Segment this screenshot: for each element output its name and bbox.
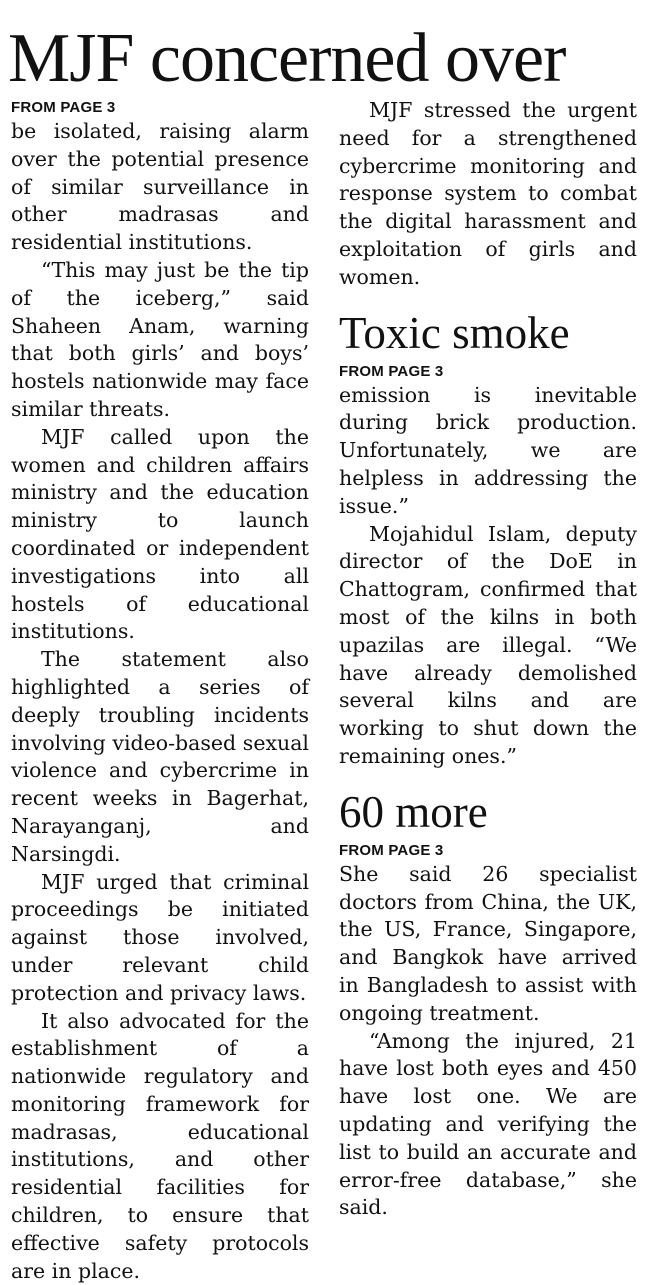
body-paragraph: It also advocated for the establishment of a nationwide regulatory and monitoring framework for madrasas, educational institutions, and other residential facilities for children, to ensure that effective safety protocols are in place. [11, 1008, 309, 1285]
body-paragraph: be isolated, raising alarm over the potential presence of similar surveillance in other madrasas and residential institutions. [11, 118, 309, 257]
body-paragraph: emission is inevitable during brick production. Unfortunately, we are helpless in addressing the issue.” [339, 382, 637, 521]
jump-label: FROM PAGE 3 [11, 97, 309, 118]
right-column [339, 97, 637, 1222]
body-paragraph: Mojahidul Islam, deputy director of the DoE in Chattogram, confirmed that most of the kilns in both upazilas are illegal. “We have already demolished several kilns and are working to shut down the remaining ones.” [339, 521, 637, 771]
left-column [11, 97, 309, 1285]
body-paragraph: “Among the injured, 21 have lost both eyes and 450 have lost one. We are updating and verifying the list to build an accurate and error-free database,” she said. [339, 1028, 637, 1223]
jump-label: FROM PAGE 3 [339, 361, 637, 382]
body-paragraph: She said 26 specialist doctors from China, the UK, the US, France, Singapore, and Bangkok have arrived in Bangladesh to assist with ongoing treatment. [339, 861, 637, 1028]
body-paragraph: The statement also highlighted a series of deeply troubling incidents involving video-based sexual violence and cybercrime in recent weeks in Bagerhat, Narayanganj, and Narsingdi. [11, 646, 309, 868]
section-title-toxic-smoke: Toxic smoke [339, 306, 637, 360]
body-paragraph: MJF stressed the urgent need for a strengthened cybercrime monitoring and response system to combat the digital harassment and exploitation of girls and women. [339, 97, 637, 292]
headline: MJF concerned over [8, 18, 565, 100]
section-title-60-more: 60 more [339, 785, 637, 839]
body-paragraph: “This may just be the tip of the iceberg,” said Shaheen Anam, warning that both girls’ and boys’ hostels nationwide may face similar threats. [11, 257, 309, 424]
body-paragraph: MJF called upon the women and children affairs ministry and the education ministry to launch coordinated or independent investigations into all hostels of educational institutions. [11, 424, 309, 646]
jump-label: FROM PAGE 3 [339, 840, 637, 861]
body-paragraph: MJF urged that criminal proceedings be initiated against those involved, under relevant child protection and privacy laws. [11, 869, 309, 1008]
